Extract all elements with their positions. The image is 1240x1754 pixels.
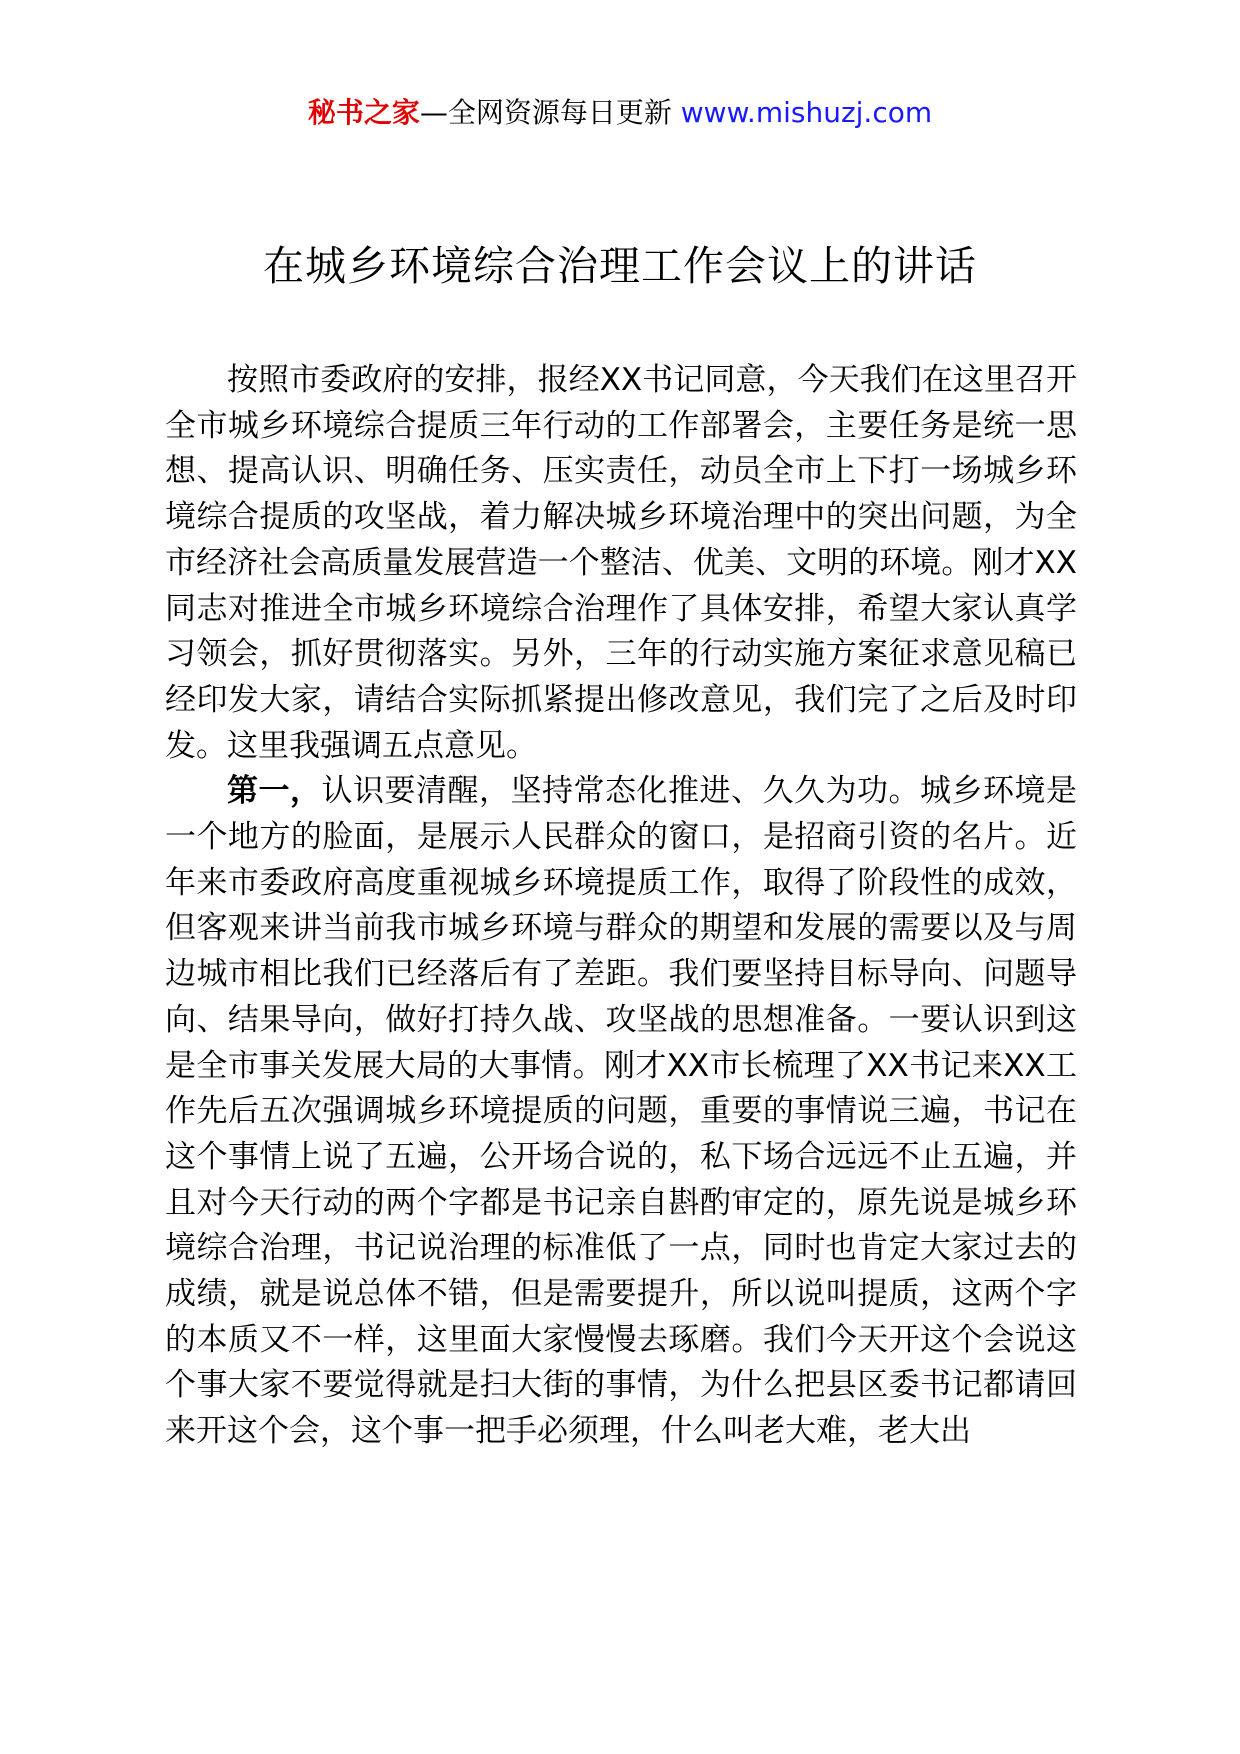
site-url-link[interactable]: www.mishuzj.com: [680, 96, 933, 129]
paragraph-text: 按照市委政府的安排，报经XX书记同意，今天我们在这里召开全市城乡环境综合提质三年行动的工作部署会，主要任务是统一思想、提高认识、明确任务、压实责任，动员全市上下打一场城乡环境综合提质的攻坚战，着力解决城乡环境治理中的突出问题，为全市经济社会高质量发展营造一个整洁、优美、文明的环境。刚才XX同志对推进全市城乡环境综合治理作了具体安排，希望大家认真学习领会，抓好贯彻落实。另外，三年的行动实施方案征求意见稿已经印发大家，请结合实际抓紧提出修改意见，我们完了之后及时印发。这里我强调五点意见。: [165, 362, 1077, 764]
site-header: [0, 95, 1240, 131]
document-title: 在城乡环境综合治理工作会议上的讲话: [263, 242, 977, 290]
document-body: [165, 358, 1077, 1455]
brand-name: 秘书之家: [307, 96, 420, 129]
header-tagline: —全网资源每日更新: [419, 96, 681, 129]
paragraph-lead: 第一，: [227, 773, 322, 810]
paragraph-text: 认识要清醒，坚持常态化推进、久久为功。城乡环境是一个地方的脸面，是展示人民群众的窗口，是招商引资的名片。近年来市委政府高度重视城乡环境提质工作，取得了阶段性的成效，但客观来讲当前我市城乡环境与群众的期望和发展的需要以及与周边城市相比我们已经落后有了差距。我们要坚持目标导向、问题导向、结果导向，做好打持久战、攻坚战的思想准备。一要认识到这是全市事关发展大局的大事情。刚才XX市长梳理了XX书记来XX工作先后五次强调城乡环境提质的问题，重要的事情说三遍，书记在这个事情上说了五遍，公开场合说的，私下场合远远不止五遍，并且对今天行动的两个字都是书记亲自斟酌审定的，原先说是城乡环境综合治理，书记说治理的标准低了一点，同时也肯定大家过去的成绩，就是说总体不错，但是需要提升，所以说叫提质，这两个字的本质又不一样，这里面大家慢慢去琢磨。我们今天开这个会说这个事大家不要觉得就是扫大街的事情，为什么把县区委书记都请回来开这个会，这个事一把手必须理，什么叫老大难，老大出: [165, 773, 1077, 1450]
paragraph-point-one: [165, 769, 1077, 1455]
paragraph-intro: [165, 358, 1077, 769]
